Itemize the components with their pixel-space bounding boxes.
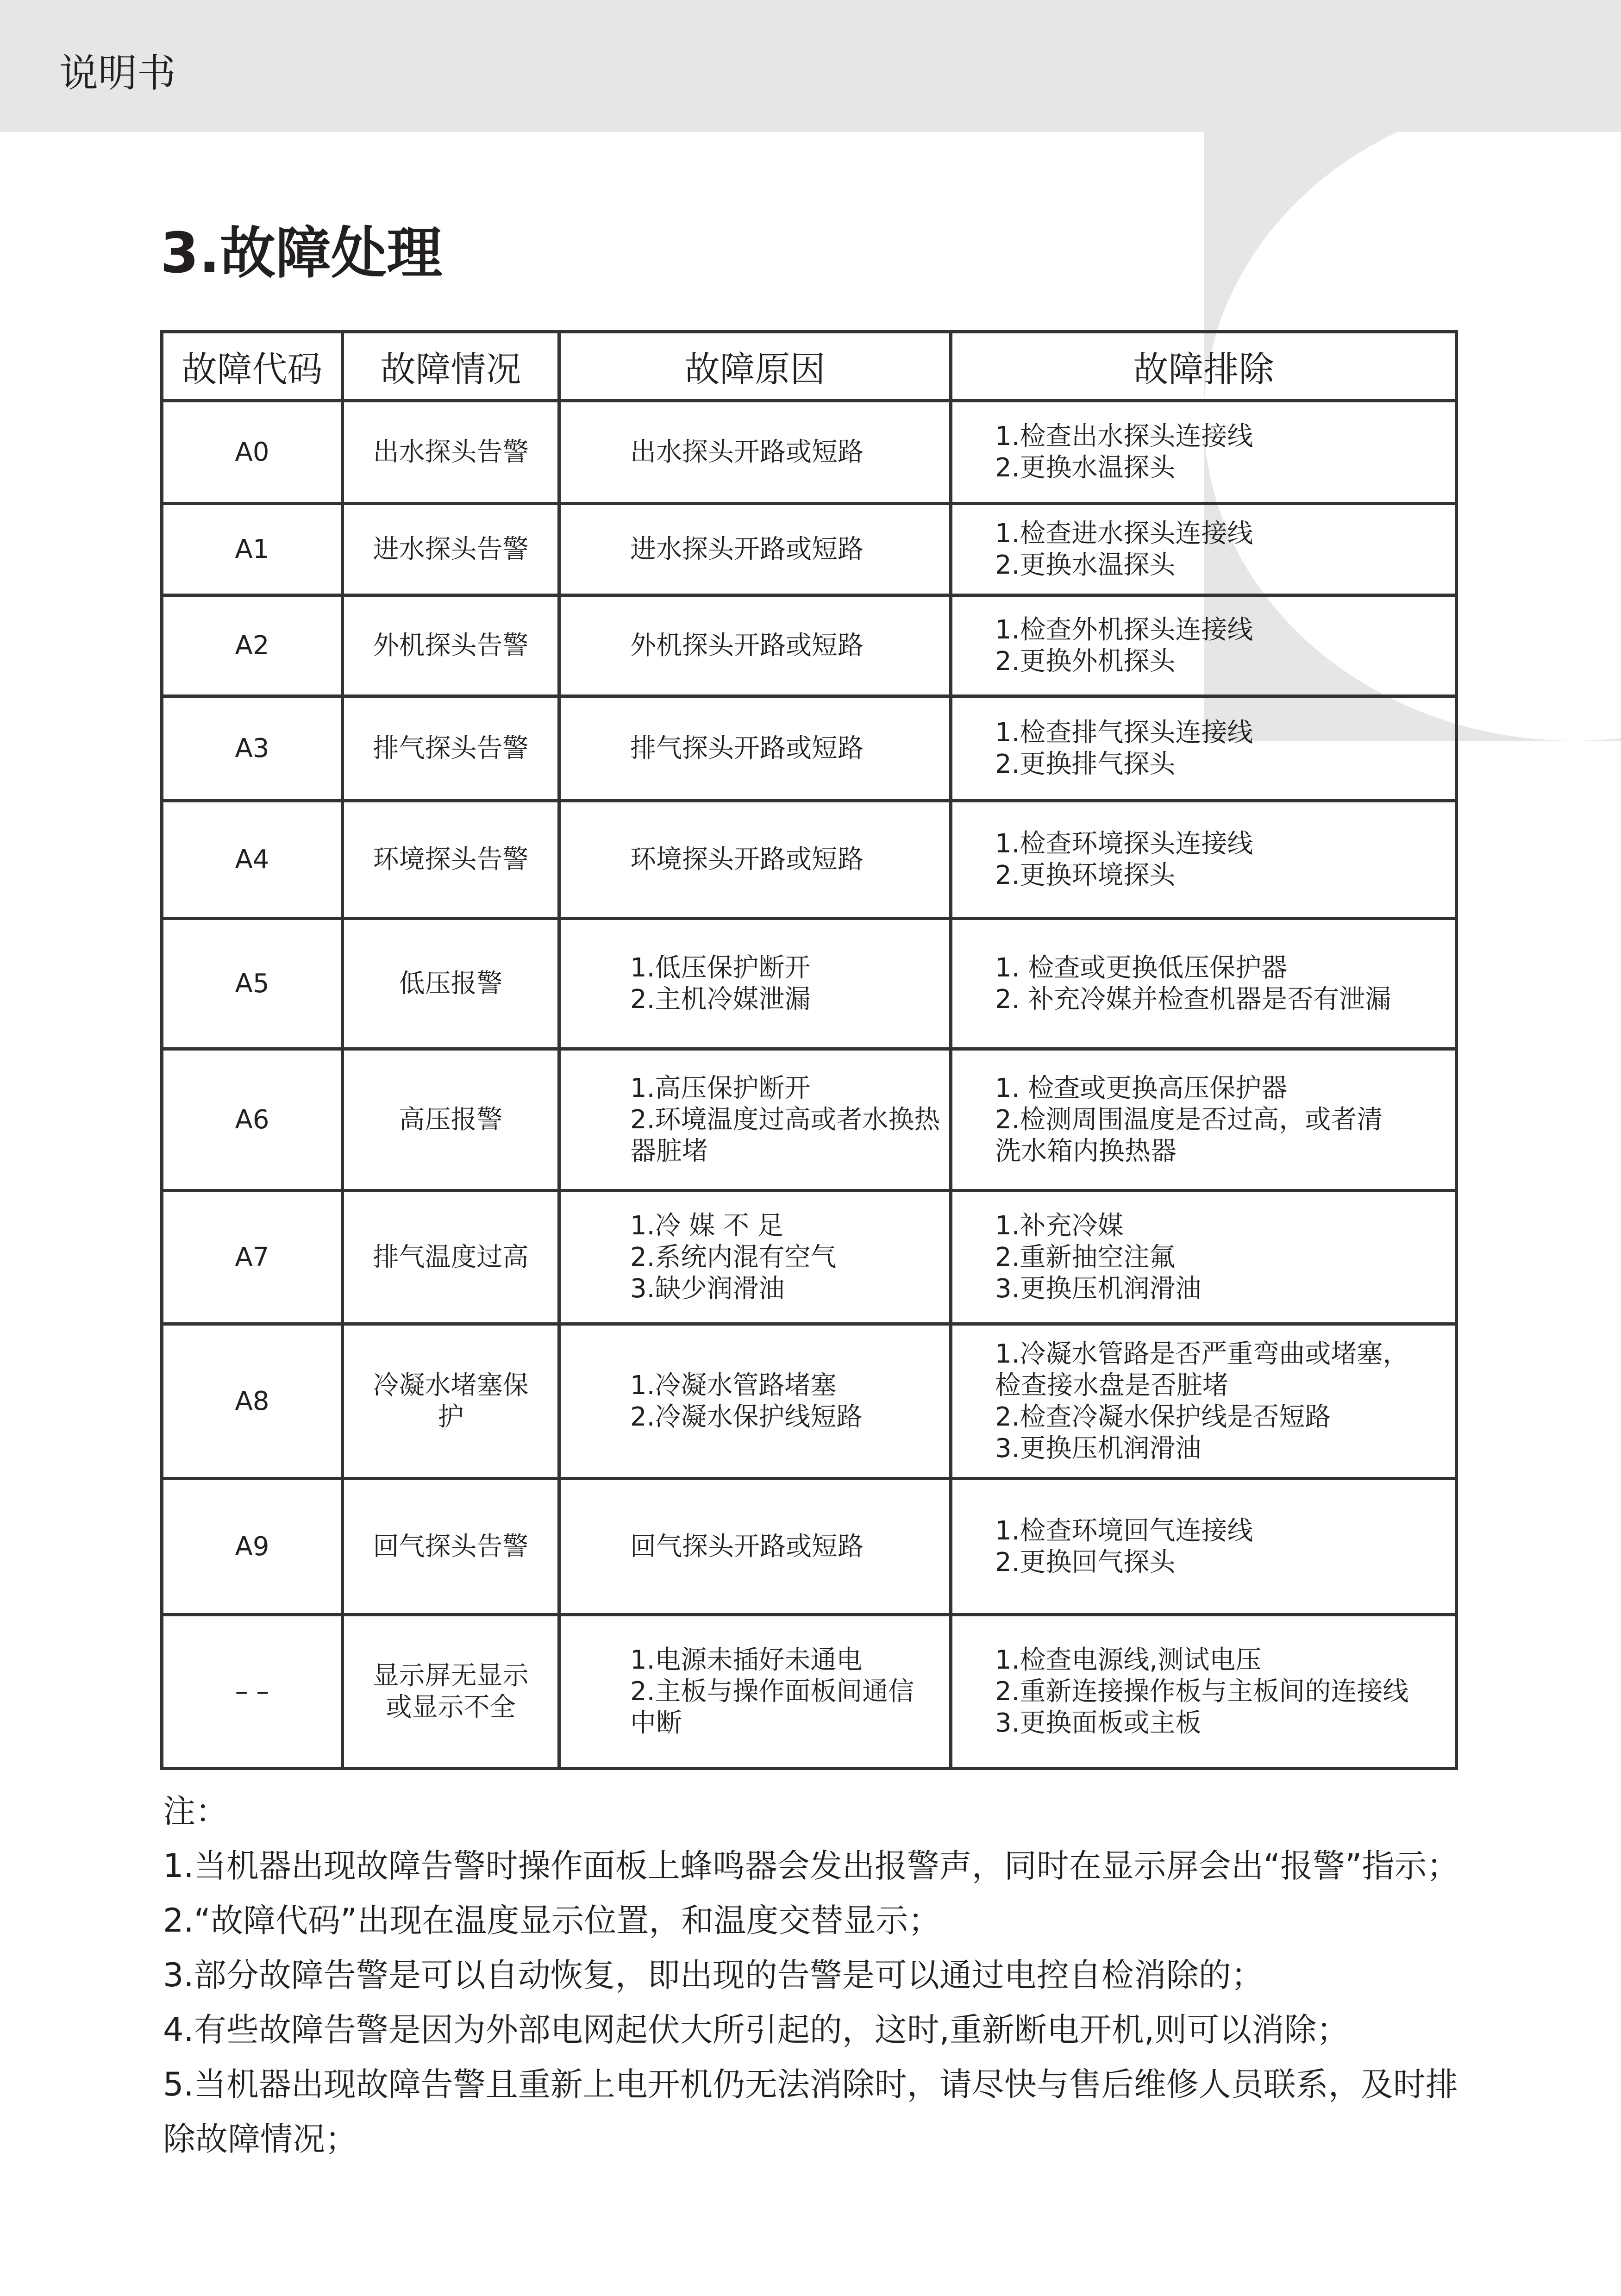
fault-fix-line: 2. 补充冷媒并检查机器是否有泄漏 bbox=[995, 984, 1391, 1014]
fault-condition-cell bbox=[343, 1049, 559, 1191]
fault-condition-line: 出水探头告警 bbox=[373, 437, 529, 467]
fault-fix-line: 2.更换回气探头 bbox=[995, 1547, 1176, 1577]
fault-fix-cell bbox=[951, 504, 1457, 595]
table-row bbox=[162, 1324, 1457, 1479]
fault-code-cell bbox=[162, 696, 343, 801]
table-row bbox=[162, 1049, 1457, 1191]
fault-fix-cell bbox=[951, 1324, 1457, 1479]
fault-condition-line: 低压报警 bbox=[399, 968, 503, 999]
fault-condition-cell bbox=[343, 1191, 559, 1324]
fault-code-cell bbox=[162, 1615, 343, 1769]
fault-fix-line: 1. 检查或更换低压保护器 bbox=[995, 952, 1288, 983]
fault-fix-line: 2.检查冷凝水保护线是否短路 bbox=[995, 1401, 1331, 1432]
table-row bbox=[162, 504, 1457, 595]
fault-cause-line: 器脏堵 bbox=[630, 1136, 708, 1166]
fault-code-line: A4 bbox=[235, 844, 269, 875]
fault-fix-line: 1.冷凝水管路是否严重弯曲或堵塞， bbox=[995, 1339, 1409, 1369]
fault-code-cell bbox=[162, 919, 343, 1049]
fault-cause-line: 2.系统内混有空气 bbox=[630, 1242, 837, 1272]
fault-cause-line: 环境探头开路或短路 bbox=[630, 844, 864, 875]
table-row bbox=[162, 1615, 1457, 1769]
fault-fix-line: 1.检查环境探头连接线 bbox=[995, 828, 1253, 859]
fault-cause-line: 排气探头开路或短路 bbox=[630, 733, 864, 763]
fault-cause-cell bbox=[559, 696, 951, 801]
fault-code-line: A7 bbox=[235, 1242, 269, 1272]
fault-code-line: A1 bbox=[235, 534, 269, 564]
fault-fix-cell bbox=[951, 1615, 1457, 1769]
fault-cause-cell bbox=[559, 801, 951, 919]
fault-condition-cell bbox=[343, 696, 559, 801]
fault-code-line: A3 bbox=[235, 733, 269, 763]
fault-fix-cell bbox=[951, 1049, 1457, 1191]
fault-fix-line: 2.更换水温探头 bbox=[995, 550, 1176, 580]
fault-cause-line: 外机探头开路或短路 bbox=[630, 630, 864, 661]
fault-fix-line: 3.更换压机润滑油 bbox=[995, 1433, 1202, 1464]
fault-condition-line: 回气探头告警 bbox=[373, 1531, 529, 1562]
fault-cause-line: 2.主机冷媒泄漏 bbox=[630, 984, 811, 1014]
fault-fix-line: 2.检测周围温度是否过高，或者清 bbox=[995, 1104, 1383, 1135]
fault-cause-line: 1.低压保护断开 bbox=[630, 952, 811, 983]
fault-code-cell bbox=[162, 1049, 343, 1191]
fault-condition-line: 排气温度过高 bbox=[373, 1242, 529, 1272]
table-row bbox=[162, 1191, 1457, 1324]
fault-cause-line: 1.冷凝水管路堵塞 bbox=[630, 1370, 837, 1401]
fault-cause-line: 1.冷 媒 不 足 bbox=[630, 1210, 783, 1241]
header-band bbox=[0, 0, 1621, 132]
fault-condition-line: 或显示不全 bbox=[386, 1692, 516, 1722]
fault-code-line: – – bbox=[235, 1676, 269, 1707]
column-header-cause: 故障原因 bbox=[559, 332, 951, 401]
fault-condition-cell bbox=[343, 1324, 559, 1479]
fault-code-cell bbox=[162, 1324, 343, 1479]
fault-cause-cell bbox=[559, 1324, 951, 1479]
fault-code-line: A6 bbox=[235, 1104, 269, 1135]
table-row bbox=[162, 1479, 1457, 1615]
fault-cause-line: 3.缺少润滑油 bbox=[630, 1273, 785, 1304]
fault-fix-line: 1.检查环境回气连接线 bbox=[995, 1515, 1253, 1546]
fault-code-cell bbox=[162, 1479, 343, 1615]
fault-fix-line: 1.检查排气探头连接线 bbox=[995, 717, 1253, 748]
header-label: 说明书 bbox=[59, 50, 176, 96]
fault-cause-line: 2.冷凝水保护线短路 bbox=[630, 1401, 863, 1432]
table-row bbox=[162, 401, 1457, 504]
fault-cause-cell bbox=[559, 1479, 951, 1615]
fault-fix-line: 1.检查出水探头连接线 bbox=[995, 421, 1253, 451]
table-row bbox=[162, 919, 1457, 1049]
notes bbox=[163, 1784, 1473, 2166]
section-title: 3.故障处理 bbox=[160, 221, 443, 286]
fault-code-cell bbox=[162, 1191, 343, 1324]
fault-cause-cell bbox=[559, 1615, 951, 1769]
fault-cause-cell bbox=[559, 504, 951, 595]
fault-cause-line: 1.高压保护断开 bbox=[630, 1073, 811, 1103]
fault-condition-line: 护 bbox=[438, 1401, 464, 1432]
note-item: 3.部分故障告警是可以自动恢复，即出现的告警是可以通过电控自检消除的； bbox=[163, 1956, 1264, 1994]
fault-condition-cell bbox=[343, 1479, 559, 1615]
fault-fix-cell bbox=[951, 1191, 1457, 1324]
fault-condition-line: 显示屏无显示 bbox=[373, 1660, 529, 1691]
note-item: 2.“故障代码”出现在温度显示位置，和温度交替显示； bbox=[163, 1902, 941, 1939]
fault-cause-line: 2.环境温度过高或者水换热 bbox=[630, 1104, 940, 1135]
fault-fix-line: 3.更换面板或主板 bbox=[995, 1708, 1202, 1738]
fault-cause-cell bbox=[559, 919, 951, 1049]
fault-code-line: A5 bbox=[235, 968, 269, 999]
fault-fix-cell bbox=[951, 801, 1457, 919]
table-header-row bbox=[162, 332, 1457, 401]
fault-fix-line: 3.更换压机润滑油 bbox=[995, 1273, 1202, 1304]
fault-fix-line: 2.更换环境探头 bbox=[995, 860, 1176, 890]
fault-cause-cell bbox=[559, 1049, 951, 1191]
column-header-condition: 故障情况 bbox=[343, 332, 559, 401]
fault-fix-cell bbox=[951, 919, 1457, 1049]
table-row bbox=[162, 801, 1457, 919]
fault-code-cell bbox=[162, 504, 343, 595]
fault-condition-line: 冷凝水堵塞保 bbox=[373, 1370, 529, 1401]
note-item: 1.当机器出现故障告警时操作面板上蜂鸣器会发出报警声，同时在显示屏会出“报警”指示； bbox=[163, 1847, 1459, 1885]
fault-condition-cell bbox=[343, 1615, 559, 1769]
fault-fix-cell bbox=[951, 595, 1457, 696]
fault-cause-line: 进水探头开路或短路 bbox=[630, 534, 864, 564]
fault-table bbox=[160, 330, 1458, 1770]
fault-cause-cell bbox=[559, 401, 951, 504]
fault-fix-cell bbox=[951, 696, 1457, 801]
column-header-code: 故障代码 bbox=[162, 332, 343, 401]
fault-fix-line: 2.重新抽空注氟 bbox=[995, 1242, 1176, 1272]
notes-heading: 注： bbox=[163, 1792, 228, 1830]
note-item: 4.有些故障告警是因为外部电网起伏大所引起的，这时,重新断电开机,则可以消除； bbox=[163, 2011, 1349, 2049]
column-header-fix: 故障排除 bbox=[951, 332, 1457, 401]
fault-cause-line: 2.主板与操作面板间通信 bbox=[630, 1676, 914, 1707]
fault-code-line: A2 bbox=[235, 630, 269, 661]
fault-fix-line: 2.更换外机探头 bbox=[995, 646, 1176, 676]
fault-fix-line: 洗水箱内换热器 bbox=[995, 1136, 1177, 1166]
fault-fix-line: 2.重新连接操作板与主板间的连接线 bbox=[995, 1676, 1409, 1707]
fault-condition-line: 高压报警 bbox=[399, 1104, 503, 1135]
fault-condition-cell bbox=[343, 504, 559, 595]
fault-fix-line: 检查接水盘是否脏堵 bbox=[995, 1370, 1228, 1401]
fault-cause-line: 中断 bbox=[630, 1708, 682, 1738]
fault-fix-line: 2.更换排气探头 bbox=[995, 749, 1176, 779]
fault-fix-line: 1.检查电源线,测试电压 bbox=[995, 1645, 1262, 1675]
fault-fix-line: 1.补充冷媒 bbox=[995, 1210, 1124, 1241]
fault-condition-cell bbox=[343, 595, 559, 696]
fault-code-line: A0 bbox=[235, 437, 269, 467]
fault-code-cell bbox=[162, 401, 343, 504]
fault-cause-cell bbox=[559, 595, 951, 696]
fault-code-line: A9 bbox=[235, 1531, 269, 1562]
fault-cause-line: 1.电源未插好未通电 bbox=[630, 1645, 863, 1675]
fault-code-cell bbox=[162, 801, 343, 919]
table-body bbox=[162, 401, 1457, 1769]
note-item: 5.当机器出现故障告警且重新上电开机仍无法消除时，请尽快与售后维修人员联系，及时排除故障情况； bbox=[163, 2065, 1458, 2158]
fault-cause-cell bbox=[559, 1191, 951, 1324]
fault-cause-line: 回气探头开路或短路 bbox=[630, 1531, 864, 1562]
fault-fix-line: 1. 检查或更换高压保护器 bbox=[995, 1073, 1288, 1103]
fault-fix-line: 2.更换水温探头 bbox=[995, 452, 1176, 483]
fault-code-line: A8 bbox=[235, 1386, 269, 1416]
fault-condition-line: 进水探头告警 bbox=[373, 534, 529, 564]
fault-fix-line: 1.检查进水探头连接线 bbox=[995, 518, 1253, 549]
fault-condition-cell bbox=[343, 801, 559, 919]
fault-fix-cell bbox=[951, 1479, 1457, 1615]
fault-fix-cell bbox=[951, 401, 1457, 504]
fault-condition-cell bbox=[343, 401, 559, 504]
table-row bbox=[162, 696, 1457, 801]
table-row bbox=[162, 595, 1457, 696]
fault-code-cell bbox=[162, 595, 343, 696]
fault-condition-line: 外机探头告警 bbox=[373, 630, 529, 661]
fault-condition-line: 环境探头告警 bbox=[373, 844, 529, 875]
fault-fix-line: 1.检查外机探头连接线 bbox=[995, 614, 1253, 645]
fault-cause-line: 出水探头开路或短路 bbox=[630, 437, 864, 467]
fault-condition-line: 排气探头告警 bbox=[373, 733, 529, 763]
fault-condition-cell bbox=[343, 919, 559, 1049]
